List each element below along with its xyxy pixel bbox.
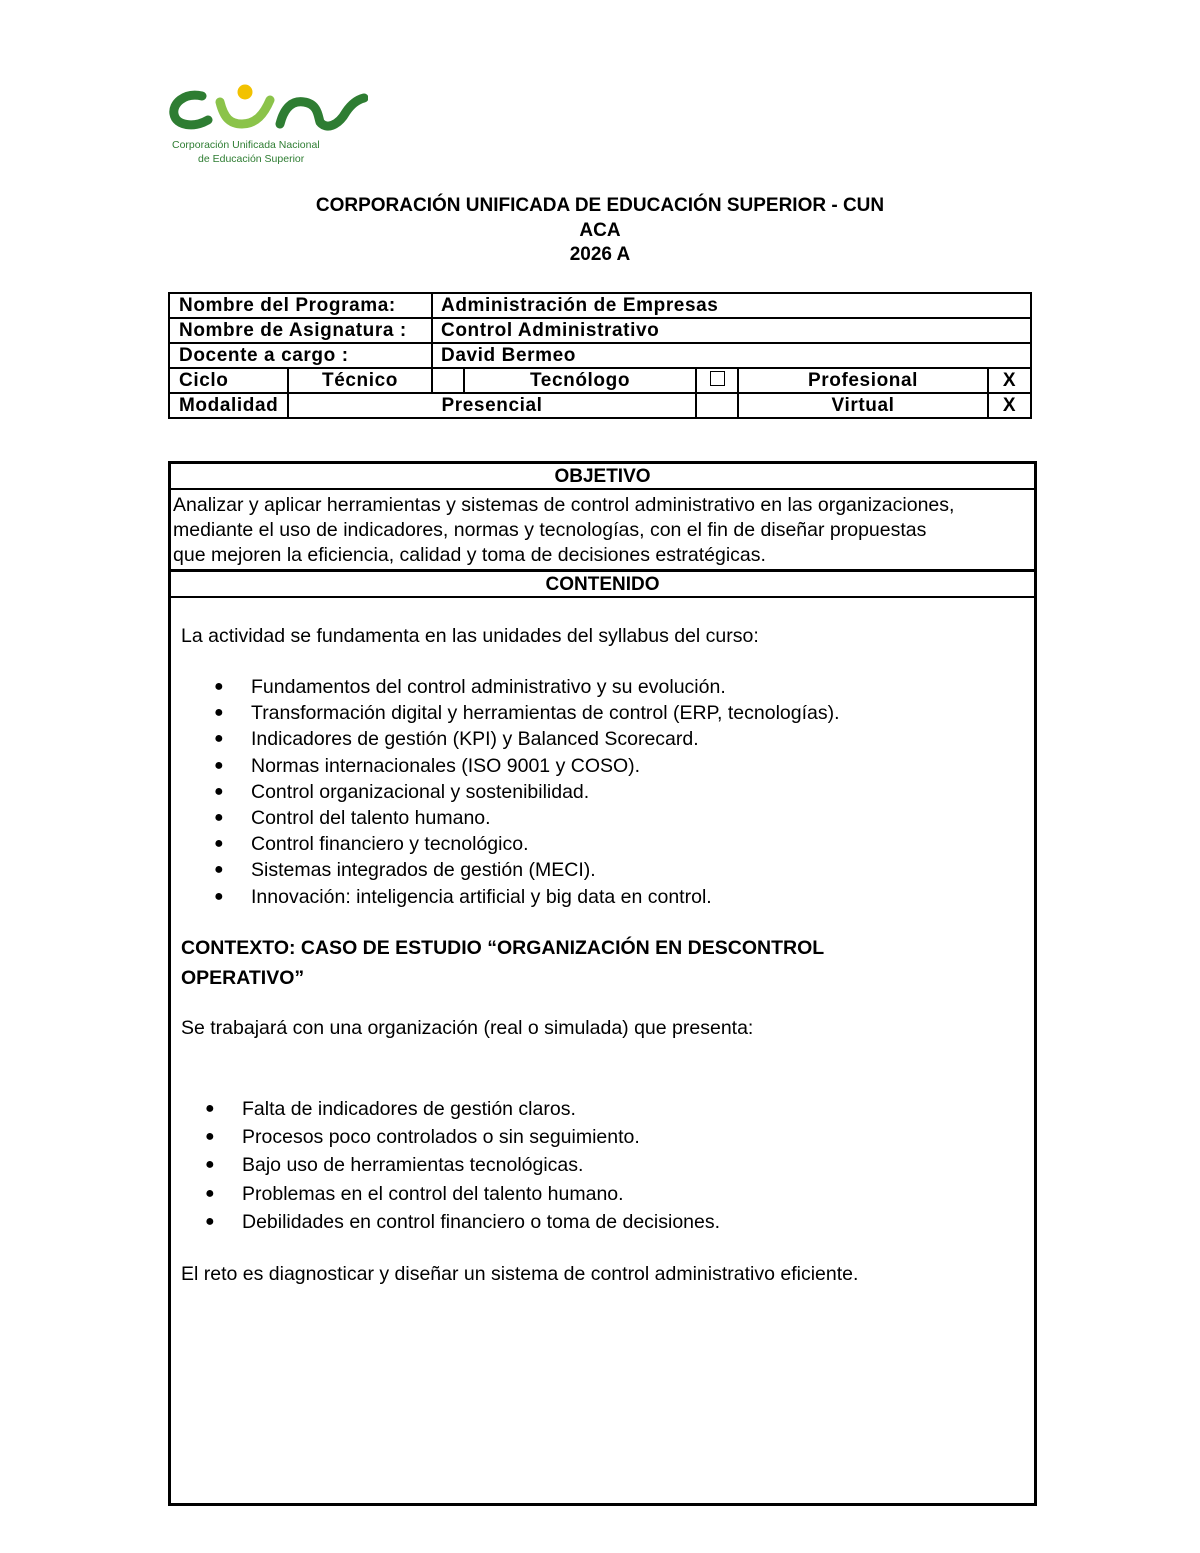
- problems-list: [181, 1095, 1024, 1236]
- modality-presencial-mark: [696, 393, 738, 418]
- teacher-label: Docente a cargo :: [169, 343, 432, 368]
- list-item: ● Control organizacional y sostenibilidad.: [251, 779, 1024, 805]
- subject-value: Control Administrativo: [432, 318, 1031, 343]
- bullet-icon: ●: [205, 1213, 215, 1231]
- program-label: Nombre del Programa:: [169, 293, 432, 318]
- list-item: ● Control del talento humano.: [251, 805, 1024, 831]
- institution-name: CORPORACIÓN UNIFICADA DE EDUCACIÓN SUPERIOR - CUN: [315, 195, 885, 216]
- teacher-row: [169, 343, 1031, 368]
- bullet-icon: ●: [214, 678, 224, 695]
- header-period: 2026 A: [569, 244, 631, 265]
- case-study-heading-line: CONTEXTO: CASO DE ESTUDIO “ORGANIZACIÓN EN DESCONTROL: [181, 936, 825, 959]
- course-info-table: [168, 292, 1032, 419]
- program-row: [169, 293, 1031, 318]
- cycle-tecnico-label: Técnico: [288, 368, 432, 393]
- cycle-tecnologo-mark: [696, 368, 738, 393]
- bullet-icon: ●: [205, 1128, 215, 1146]
- bullet-icon: ●: [214, 887, 224, 905]
- units-list: [181, 674, 1024, 910]
- bullet-icon: ●: [205, 1099, 215, 1117]
- header-aca: ACA: [579, 219, 621, 241]
- list-item: ● Debilidades en control financiero o toma de decisiones.: [242, 1208, 1024, 1236]
- challenge-text: El reto es diagnosticar y diseñar un sistema de control administrativo eficiente.: [181, 1263, 859, 1286]
- bullet-icon: ●: [205, 1156, 215, 1174]
- modality-label: Modalidad: [169, 393, 288, 418]
- content-intro: La actividad se fundamenta en las unidades del syllabus del curso:: [181, 625, 759, 647]
- modality-virtual-label: Virtual: [738, 393, 988, 418]
- bullet-icon: ●: [214, 835, 224, 853]
- bullet-icon: ●: [214, 704, 224, 722]
- case-study-heading-line: OPERATIVO”: [181, 966, 305, 989]
- case-intro: Se trabajará con una organización (real o simulada) que presenta:: [181, 1016, 754, 1039]
- cycle-profesional-mark: X: [988, 368, 1031, 393]
- objective-text: [171, 490, 1034, 569]
- list-item: ● Innovación: inteligencia artificial y big data en control.: [251, 884, 1024, 910]
- bullet-icon: ●: [214, 861, 224, 879]
- logo-subtitle-line2: de Educación Superior: [198, 153, 305, 165]
- list-item: ● Sistemas integrados de gestión (MECI).: [251, 857, 1024, 883]
- list-item: ● Problemas en el control del talento humano.: [242, 1180, 1024, 1208]
- logo-subtitle-line1: Corporación Unificada Nacional: [172, 139, 320, 151]
- cycle-profesional-label: Profesional: [738, 368, 988, 393]
- bullet-icon: ●: [214, 756, 224, 774]
- activity-box: [168, 461, 1037, 1506]
- list-item: ● Fundamentos del control administrativo y su evolución.: [251, 674, 1024, 700]
- modality-virtual-mark: X: [988, 393, 1031, 418]
- program-value: Administración de Empresas: [432, 293, 1031, 318]
- content-body: [171, 623, 1034, 1288]
- checkbox-icon: [710, 371, 725, 386]
- subject-row: [169, 318, 1031, 343]
- bullet-icon: ●: [214, 782, 224, 800]
- list-item: ● Procesos poco controlados o sin seguimiento.: [242, 1123, 1024, 1151]
- list-item: ● Transformación digital y herramientas de control (ERP, tecnologías).: [251, 700, 1024, 726]
- case-study-heading: [181, 933, 1024, 993]
- modality-row: [169, 393, 1031, 418]
- objective-title: OBJETIVO: [554, 466, 651, 487]
- bullet-icon: ●: [214, 730, 224, 748]
- objective-line: que mejoren la eficiencia, calidad y toma de decisiones estratégicas.: [173, 544, 766, 566]
- cycle-tecnico-mark: [432, 368, 464, 393]
- modality-presencial-label: Presencial: [288, 393, 696, 418]
- cycle-tecnologo-label: Tecnólogo: [464, 368, 696, 393]
- divider: [171, 596, 1034, 598]
- document-header: [0, 194, 1200, 268]
- objective-line: Analizar y aplicar herramientas y sistemas de control administrativo en las organizaciones,: [173, 494, 955, 516]
- bullet-icon: ●: [214, 809, 224, 827]
- cun-logo: [168, 72, 368, 172]
- list-item: ● Falta de indicadores de gestión claros.: [242, 1095, 1024, 1123]
- content-title: CONTENIDO: [545, 574, 660, 595]
- bullet-icon: ●: [205, 1184, 215, 1202]
- list-item: ● Bajo uso de herramientas tecnológicas.: [242, 1151, 1024, 1179]
- subject-label: Nombre de Asignatura :: [169, 318, 432, 343]
- teacher-value: David Bermeo: [432, 343, 1031, 368]
- cycle-label: Ciclo: [169, 368, 288, 393]
- objective-line: mediante el uso de indicadores, normas y tecnologías, con el fin de diseñar propuestas: [173, 519, 927, 541]
- list-item: ● Indicadores de gestión (KPI) y Balanced Scorecard.: [251, 726, 1024, 752]
- list-item: ● Normas internacionales (ISO 9001 y COSO).: [251, 753, 1024, 779]
- list-item: ● Control financiero y tecnológico.: [251, 831, 1024, 857]
- cycle-row: [169, 368, 1031, 393]
